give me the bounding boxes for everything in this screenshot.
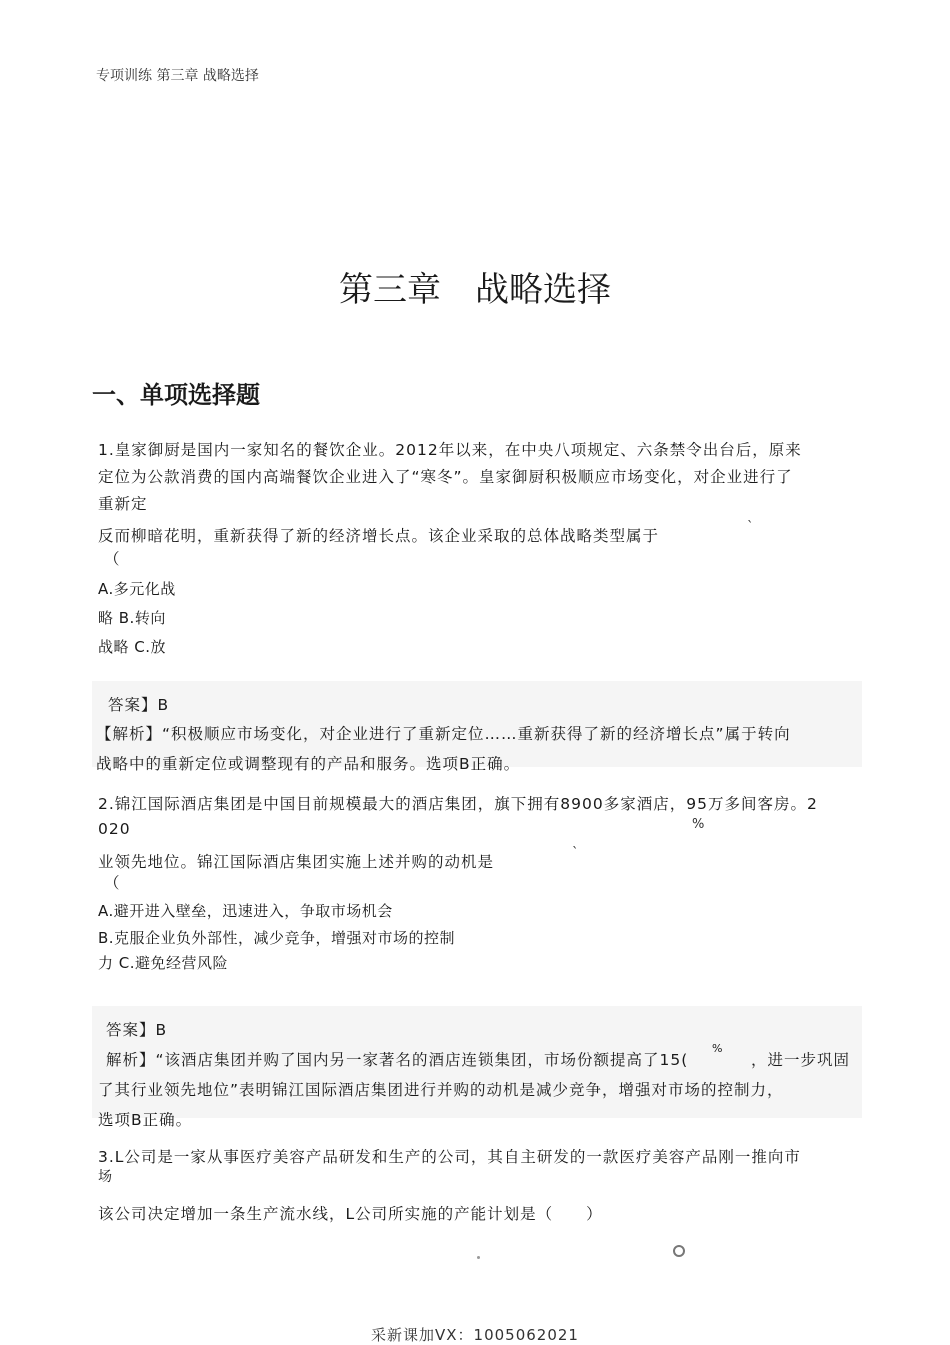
question-line-clipped: 该公司决定增加一条生产流水线，L公司所实施的产能计划是（ ）: [98, 1205, 603, 1223]
analysis-tail: ，进一步巩固: [751, 1051, 851, 1069]
question-line-clipped: 020: [98, 820, 131, 838]
question-paren: （: [104, 550, 121, 568]
chapter-title: 第三章 战略选择: [339, 270, 611, 310]
question-line-clipped: 重新定: [98, 495, 148, 513]
option-line: B.克服企业负外部性，减少竞争，增强对市场的控制: [98, 929, 456, 947]
analysis-line: 了其行业领先地位”表明锦江国际酒店集团进行并购的动机是减少竞争，增强对市场的控制力，: [98, 1081, 784, 1099]
analysis-percent: %: [712, 1042, 724, 1055]
percent-mark: %: [692, 817, 705, 832]
answer-box-2: [92, 1006, 862, 1129]
tick-mark: `: [572, 846, 579, 861]
header-fragment: 专项训练 第三章 战略选择: [96, 68, 259, 84]
option-line-clipped: 战略 C.放: [98, 638, 167, 656]
analysis-line: 【解析】“积极顺应市场变化，对企业进行了重新定位……重新获得了新的经济增长点”属于转向: [96, 725, 791, 743]
section-title: 一、单项选择题: [92, 380, 260, 409]
question-line: 反而柳暗花明，重新获得了新的经济增长点。该企业采取的总体战略类型属于: [98, 527, 660, 545]
scan-dot: [477, 1256, 480, 1259]
question-line: 2.锦江国际酒店集团是中国目前规模最大的酒店集团，旗下拥有8900多家酒店，95万多间客房。2: [98, 795, 818, 813]
option-line: 略 B.转向: [98, 609, 166, 627]
option-line: A.避开进入壁垒，迅速进入，争取市场机会: [98, 902, 393, 920]
question-line: 3.L公司是一家从事医疗美容产品研发和生产的公司，其自主研发的一款医疗美容产品刚一推向市: [98, 1148, 801, 1166]
question-line: 定位为公款消费的国内高端餐饮企业进入了“寒冬”。皇家御厨积极顺应市场变化，对企业进行了: [98, 468, 793, 486]
analysis-line-clipped: 战略中的重新定位或调整现有的产品和服务。选项B正确。: [96, 755, 521, 773]
footer-contact: 采新课加VX：1005062021: [371, 1326, 579, 1344]
question-line: 1.皇家御厨是国内一家知名的餐饮企业。2012年以来，在中央八项规定、六条禁令出台后，原来: [98, 441, 802, 459]
option-line: 力 C.避免经营风险: [98, 954, 229, 972]
question-line: 场: [98, 1169, 113, 1185]
analysis-line-clipped: 选项B正确。: [98, 1111, 193, 1129]
question-paren: （: [104, 874, 121, 892]
answer-label: 答案】B: [108, 696, 170, 714]
logo-icon: [673, 1245, 685, 1257]
option-line: A.多元化战: [98, 580, 176, 598]
tick-mark: `: [747, 520, 754, 535]
question-line: 业领先地位。锦江国际酒店集团实施上述并购的动机是: [98, 853, 495, 871]
answer-box-1: [92, 681, 862, 773]
analysis-line: 解析】“该酒店集团并购了国内另一家著名的酒店连锁集团，市场份额提高了15(: [106, 1051, 689, 1069]
answer-label: 答案】B: [106, 1021, 168, 1039]
